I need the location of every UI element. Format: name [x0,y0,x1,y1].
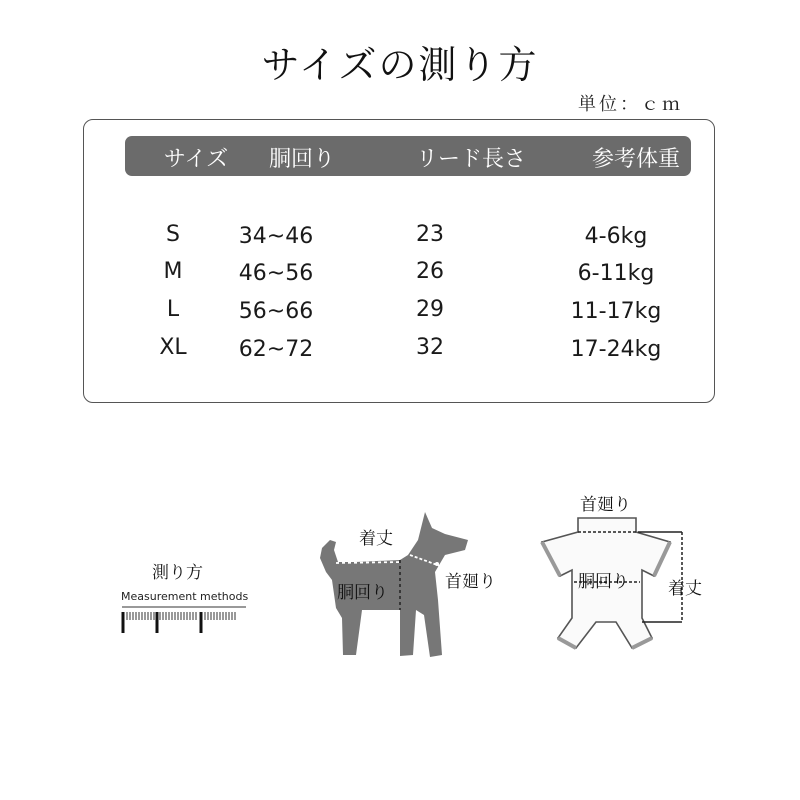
table-cell: M [163,259,183,284]
table-cell: 26 [416,259,444,284]
ruler-icon [120,606,250,636]
table-cell: 17-24kg [570,337,662,362]
header-chest: 胴回り [268,147,336,172]
table-cell: L [166,297,180,322]
table-cell: 29 [416,297,444,322]
table-cell: 62~72 [238,337,314,362]
table-cell: 34~46 [238,224,314,249]
dog-chest-label: 胴回り [337,583,388,603]
methods-sublabel: Measurement methods [121,590,249,603]
table-cell: 23 [416,222,444,247]
shirt-length-label: 着丈 [668,579,702,599]
shirt-chest-label: 胴回り [578,572,629,592]
dog-length-label: 着丈 [359,529,393,549]
table-cell: S [166,222,180,247]
shirt-neck-label: 首廻り [580,495,631,515]
header-leash-length: リード長さ [415,147,527,172]
table-cell: 32 [416,335,444,360]
table-cell: 46~56 [238,261,314,286]
dog-neck-label: 首廻り [445,572,496,592]
table-cell: 56~66 [238,299,314,324]
page-title: サイズの測り方 [261,43,539,87]
methods-label: 測り方 [152,563,203,583]
header-size: サイズ [163,147,229,172]
header-weight: 参考体重 [591,147,681,172]
unit-label: 単位：ｃｍ [578,94,683,115]
table-cell: 6-11kg [577,261,655,286]
table-cell: XL [159,335,187,360]
table-cell: 11-17kg [570,299,662,324]
table-cell: 4-6kg [584,224,648,249]
